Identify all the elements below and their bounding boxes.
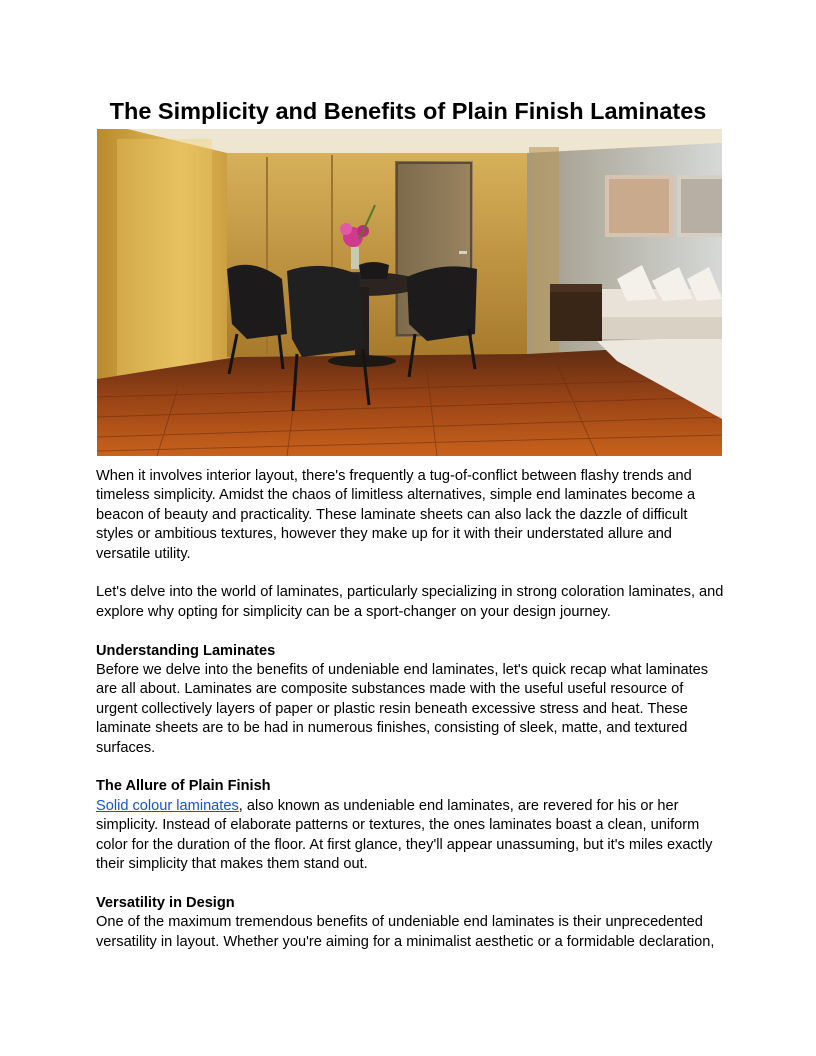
section-heading-allure: The Allure of Plain Finish [96, 778, 271, 795]
section-text-versatility: One of the maximum tremendous benefits of undeniable end laminates is their unprecedented versatility in layout. Whether you're aiming for a minimalist aesthetic or a formidable declaration, [96, 914, 715, 950]
section-heading-versatility: Versatility in Design [96, 894, 235, 911]
section-text-understanding: Before we delve into the benefits of undeniable end laminates, let's quick recap what laminates are all about. Laminates are composite substances made with the useful useful resource of urgent collectively layers of paper or plastic resin beneath excessive stress and heat. These laminate sheets are to be had in numerous finishes, consisting of sleek, matte, and textured surfaces. [96, 662, 709, 756]
intro-paragraph-2: Let's delve into the world of laminates, particularly specializing in strong coloration laminates, and explore why opting for simplicity can be a sport-changer on your design journey. [96, 584, 724, 620]
section-text-allure [96, 797, 728, 875]
hero-image [97, 129, 722, 456]
section-heading-understanding: Understanding Laminates [96, 642, 276, 659]
intro-paragraph-1: When it involves interior layout, there's frequently a tug-of-conflict between flashy trends and timeless simplicity. Amidst the chaos of limitless alternatives, simple end laminates become a beacon of beauty and practicality. These laminate sheets can also lack the dazzle of difficult styles or ambitious textures, however they make up for it with their understated allure and versatile utility. [96, 468, 696, 562]
section-text-allure-rest: , also known as undeniable end laminates, are revered for his or her simplicity. Instead of elaborate patterns or textures, the ones laminates boast a clean, uniform color for the duration of the floor. At first glance, they'll appear unassuming, but it's miles exactly their simplicity that makes them stand out. [96, 797, 713, 873]
solid-colour-laminates-link[interactable]: Solid colour laminates [96, 797, 239, 814]
article-body [96, 467, 728, 971]
interior-photo-icon [97, 129, 722, 456]
page-title: The Simplicity and Benefits of Plain Finish Laminates [109, 98, 707, 124]
